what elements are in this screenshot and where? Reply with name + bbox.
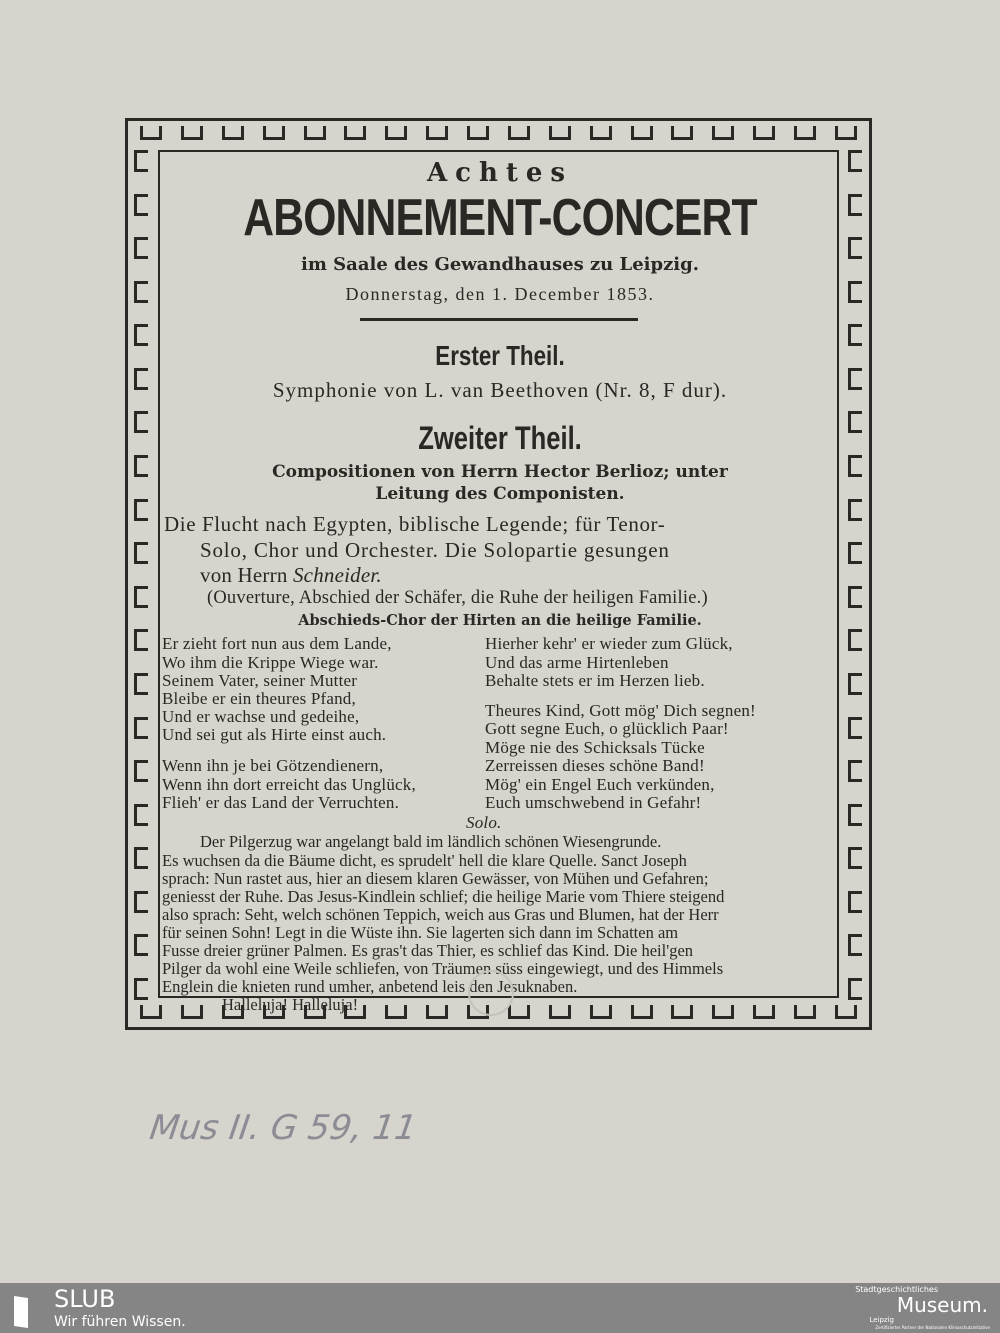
pre-title: Achtes (426, 158, 574, 188)
verse-line: Bleibe er ein theures Pfand, (162, 689, 356, 708)
greek-key-border-right (848, 150, 862, 1000)
work-line: Die Flucht nach Egypten, biblische Legende; für Tenor- (164, 512, 666, 536)
concert-date: Donnerstag, den 1. December 1853. (345, 284, 655, 304)
part1-heading: Erster Theil. (435, 340, 565, 371)
verse-line: Behalte stets er im Herzen lieb. (485, 671, 705, 690)
solo-line: Englein die knieten rund umher, anbetend leis den Jesuknaben. (162, 977, 578, 996)
verse-line: Flieh' er das Land der Verruchten. (162, 793, 400, 812)
divider (360, 318, 638, 321)
verse-line: Gott segne Euch, o glücklich Paar! (485, 719, 729, 738)
part1-item: Symphonie von L. van Beethoven (Nr. 8, F dur). (272, 378, 728, 402)
solo-label: Solo. (466, 813, 502, 832)
concert-title: ABONNEMENT-CONCERT (243, 189, 757, 247)
work-line-prefix: von Herrn (200, 563, 293, 587)
verse-line: Seinem Vater, seiner Mutter (162, 671, 358, 690)
verse-line: Euch umschwebend in Gefahr! (485, 793, 702, 812)
verse-line: Und er wachse und gedeihe, (162, 707, 360, 726)
solo-line: also sprach: Seht, welch schönen Teppich, weich aus Gras und Blumen, hat der Herr (162, 905, 719, 924)
slub-book-icon (14, 1296, 28, 1328)
solo-line: Fusse dreier grüner Palmen. Es gras't das Thier, es schlief das Kind. Die heil'gen (162, 941, 694, 960)
verse-line: Wenn ihn je bei Götzendienern, (162, 756, 384, 775)
singer-name: Schneider. (292, 563, 382, 587)
greek-key-border-top (140, 126, 857, 140)
work-line: Solo, Chor und Orchester. Die Solopartie gesungen (200, 538, 670, 562)
greek-key-border-left (134, 150, 148, 1000)
solo-line: Pilger da wohl eine Weile schliefen, von Träumen süss eingewiegt, und des Himmels (162, 959, 724, 978)
part2-subtitle-2: Leitung des Componisten. (375, 484, 625, 504)
footer-bar (0, 1283, 1000, 1333)
chorus-title: Abschieds-Chor der Hirten an die heilige Familie. (298, 612, 702, 629)
venue: im Saale des Gewandhauses zu Leipzig. (301, 254, 699, 275)
part2-subtitle-1: Compositionen von Herrn Hector Berlioz; unter (272, 462, 728, 482)
solo-line: für seinen Sohn! Legt in die Wüste ihn. Sie lagerten sich dann im Schatten am (162, 923, 679, 942)
solo-end: Halleluja! Halleluja! (222, 995, 359, 1014)
solo-line: geniesst der Ruhe. Das Jesus-Kindlein schlief; die heilige Marie vom Thiere steigend (162, 887, 725, 906)
part2-heading: Zweiter Theil. (418, 420, 582, 456)
partner-note: Zertifizierter Partner der Nationalen Klimaschutzinitiative (875, 1325, 990, 1330)
library-stamp (468, 970, 514, 1016)
solo-line: Der Pilgerzug war angelangt bald im ländlich schönen Wiesengrunde. (200, 832, 662, 851)
verse-line: Wenn ihn dort erreicht das Unglück, (162, 775, 416, 794)
verse-line: Hierher kehr' er wieder zum Glück, (485, 634, 733, 653)
slub-logo[interactable]: SLUB (54, 1285, 116, 1313)
solo-line: Es wuchsen da die Bäume dicht, es sprudelt' hell die klare Quelle. Sanct Joseph (162, 851, 687, 870)
verse-line: Mög' ein Engel Euch verkünden, (485, 775, 715, 794)
slub-slogan: Wir führen Wissen. (54, 1314, 186, 1330)
partner-logo[interactable]: Museum. (896, 1293, 988, 1317)
solo-line: sprach: Nun rastet aus, hier an diesem klaren Gewässer, von Mühen und Gefahren; (162, 869, 709, 888)
handwritten-shelfmark: Mus II. G 59, 11 (147, 1108, 420, 1148)
verse-line: Und das arme Hirtenleben (485, 653, 669, 672)
partner-top: Stadtgeschichtliches (855, 1285, 938, 1294)
verse-line: Theures Kind, Gott mög' Dich segnen! (485, 701, 756, 720)
verse-line: Zerreissen dieses schöne Band! (485, 756, 705, 775)
work-line (200, 563, 382, 588)
verse-line: Möge nie des Schicksals Tücke (485, 738, 705, 757)
movements: (Ouverture, Abschied der Schäfer, die Ruhe der heiligen Familie.) (207, 588, 708, 608)
verse-line: Und sei gut als Hirte einst auch. (162, 725, 387, 744)
partner-city: Leipzig (869, 1316, 894, 1324)
verse-line: Wo ihm die Krippe Wiege war. (162, 653, 379, 672)
verse-line: Er zieht fort nun aus dem Lande, (162, 634, 392, 653)
